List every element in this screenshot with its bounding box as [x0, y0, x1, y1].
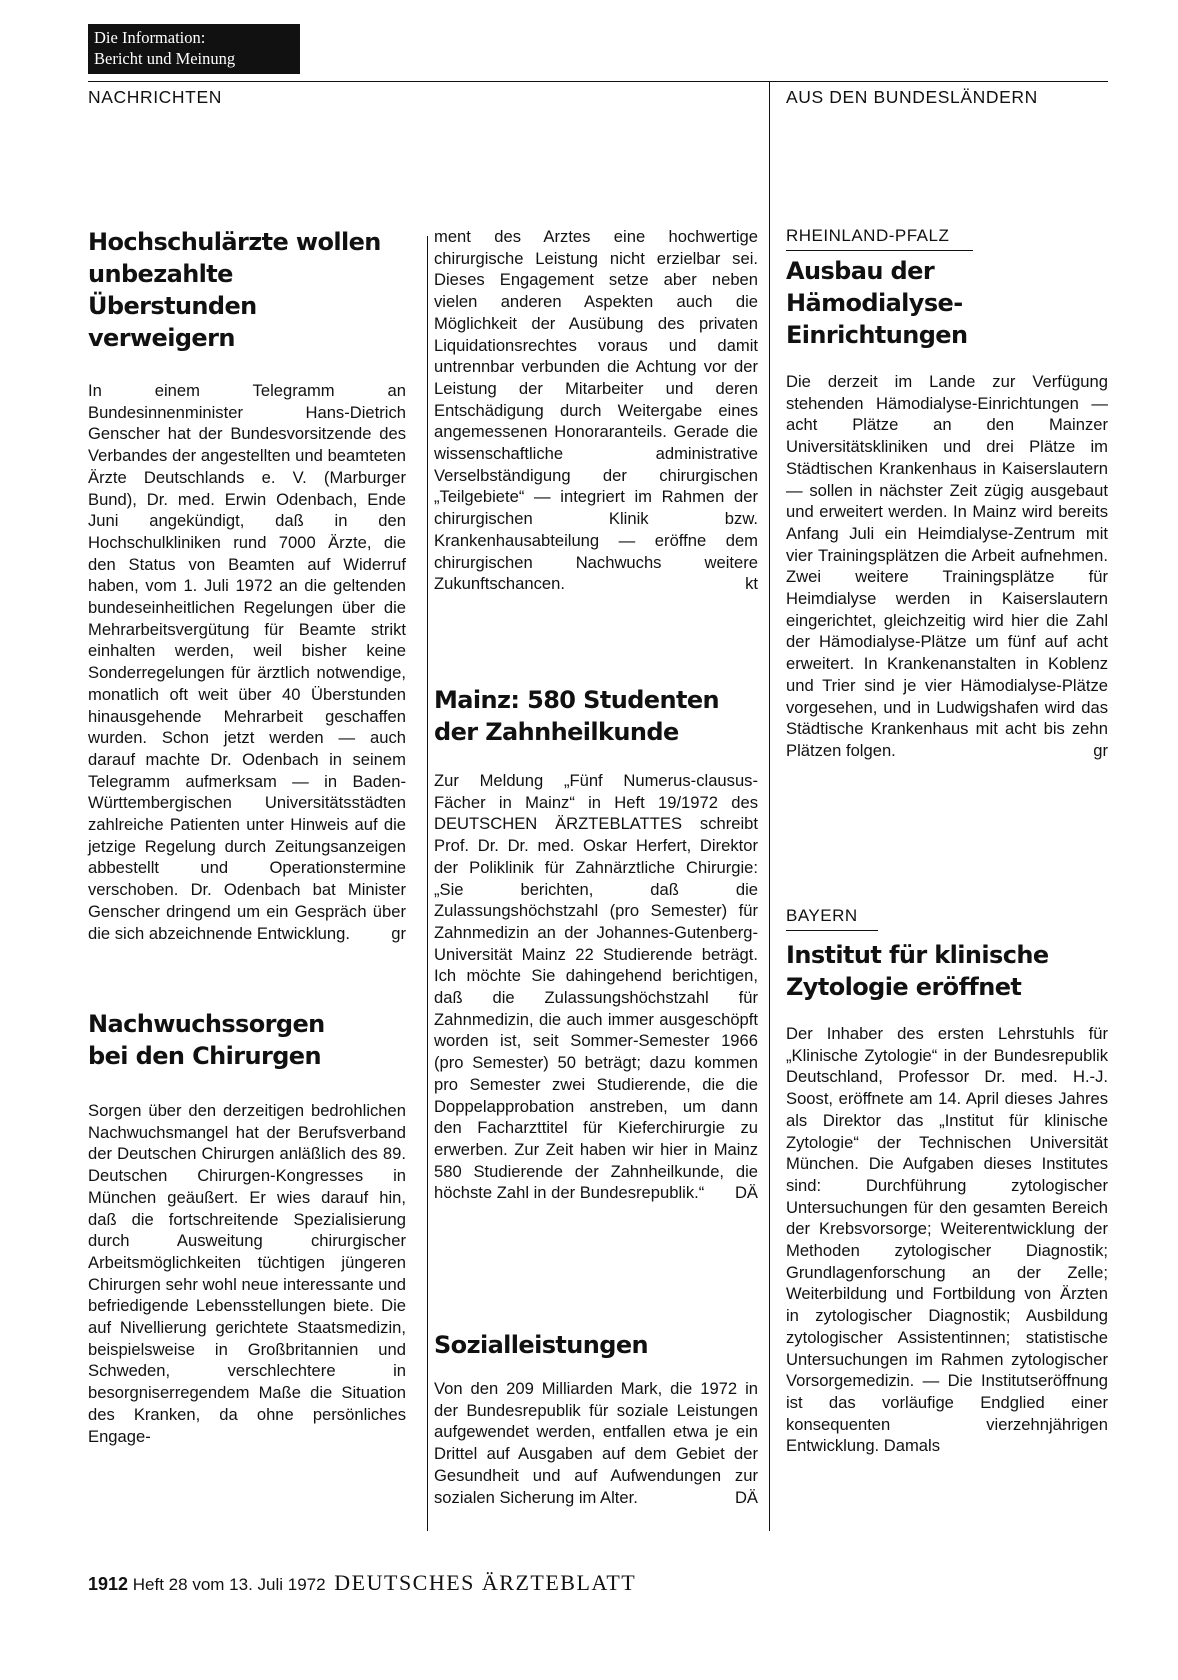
headline-rheinland: Ausbau der Hämodialyse-Einrichtungen [786, 257, 968, 349]
body-mainz-text: Zur Meldung „Fünf Numerus-clausus-Fächer in Mainz“ in Heft 19/1972 des DEUTSCHEN ÄRZTEBLATTES schreibt Prof. Dr. Dr. med. Oskar Herfert, Direktor der Poliklinik für Zahnärztliche Chirurgie: „Sie berichten, daß die Zulassungshöchstzahl (pro Semester) für Zahnmedizin an der Johannes-Gutenberg-Universität Mainz 22 Studierende beträgt. Ich möchte Sie dahingehend berichtigen, daß die Zulassungshöchstzahl für Zahnmedizin, die auch immer ausgeschöpft worden ist, seit Sommer-Semester 1966 (pro Semester) 50 beträgt; dazu kommen pro Semester zwei Studierende, die die Doppelapprobation anstreben, um dann den Facharzttitel für Kieferchirurgie zu erwerben. Zur Zeit haben wir hier in Mainz 580 Studierende der Zahnheilkunde, die höchste Zahl in der Bundesrepublik.“ [434, 771, 758, 1203]
masthead-badge [88, 24, 300, 74]
header-rule [88, 81, 1108, 82]
section-label-nachrichten: NACHRICHTEN [88, 87, 222, 107]
body-sozial-text: Von den 209 Milliarden Mark, die 1972 in der Bundesrepublik für soziale Leistungen aufgewendet werden, entfallen etwa je ein Drittel auf Ausgaben auf dem Gebiet der Gesundheit und auf Aufwendungen zur sozialen Sicherung im Alter. [434, 1379, 758, 1507]
body-nachwuchs-part2 [434, 226, 758, 595]
body-hochschul [88, 380, 406, 944]
section-label-bundeslaender: AUS DEN BUNDESLÄNDERN [786, 87, 1038, 107]
region-label-rheinland: RHEINLAND-PFALZ [786, 226, 973, 251]
body-sozial [434, 1378, 758, 1508]
body-hochschul-text: In einem Telegramm an Bundesinnenminister Hans-Dietrich Genscher hat der Bundesvorsitzende des Verbandes der angestellten und beamteten Ärzte Deutschlands e. V. (Marburger Bund), Dr. med. Erwin Odenbach, Ende Juni angekündigt, daß in den Hochschulkliniken rund 7000 Ärzte, die den Status von Beamten auf Widerruf haben, vom 1. Juli 1972 an die geltenden bundeseinheitlichen Regelungen über die Mehrarbeitsvergütung für Beamte strikt einhalten werden, weil bisher keine Sonderregelungen für ärztlich notwendige, monatlich oft weit über 40 Überstunden hinausgehende Mehrarbeit geschaffen wurden. Schon jetzt werden — auch darauf machte Dr. Odenbach in seinem Telegramm aufmerksam — in Baden-Württembergischen Universitätsstädten zahlreiche Patienten unter Hinweis auf die jetzige Regelung durch Zeitungsanzeigen abbestellt und Operationstermine verschoben. Dr. Odenbach bat Minister Genscher dringend um ein Gespräch über die sich abzeichnende Entwicklung. [88, 381, 406, 943]
body-nachwuchs-part1: Sorgen über den derzeitigen bedrohlichen Nachwuchsmangel hat der Berufsverband der Deutschen Chirurgen anläßlich des 89. Deutschen Chirurgen-Kongresses in München geäußert. Er wies darauf hin, daß die fortschreitende Spezialisierung durch Ausweitung chirurgischer Arbeitsmöglichkeiten tüchtigen jüngeren Chirurgen sehr wohl neue interessante und befriedigende Lebensstellungen biete. Die auf Nivellierung gerichtete Staatsmedizin, beispielsweise in Großbritannien und Schweden, verschlechtere in besorgniserregendem Maße die Situation des Kranken, da ohne persönliches Engage- [88, 1101, 406, 1446]
section-divider [769, 81, 770, 1531]
signature-hochschul: gr [391, 923, 406, 943]
article-nachwuchs-continued [434, 226, 758, 595]
issue-info: Heft 28 vom 13. Juli 1972 [132, 1575, 326, 1594]
headline-sozial: Sozialleistungen [434, 1331, 648, 1359]
article-sozial [434, 1329, 758, 1508]
body-mainz [434, 770, 758, 1204]
article-bayern [786, 906, 1108, 1457]
region-label-bayern: BAYERN [786, 906, 878, 931]
page-footer [88, 1570, 636, 1596]
headline-nachwuchs: Nachwuchssorgen bei den Chirurgen [88, 1010, 325, 1070]
signature-sozial: DÄ [734, 1487, 758, 1507]
body-rheinland-text: Die derzeit im Lande zur Verfügung stehenden Hämodialyse-Einrichtungen — acht Plätze an den Mainzer Universitätskliniken und drei Plätze im Städtischen Krankenhaus in Kaiserslautern — sollen in nächster Zeit zügig ausgebaut und erweitert werden. In Mainz wird bereits Anfang Juli ein Heimdialyse-Zentrum mit vier Trainingsplätzen die Arbeit aufnehmen. Zwei weitere Trainingsplätze für Heimdialyse werden in Kaiserslautern eingerichtet, gleichzeitig wird hier die Zahl der Hämodialyse-Plätze um fünf auf acht erweitert. In Krankenanstalten in Koblenz und Trier sind je vier Hämodialyse-Plätze vorgesehen, und in Ludwigshafen wird das Städtische Krankenhaus mit acht bis zehn Plätzen folgen. [786, 372, 1108, 760]
signature-mainz: DÄ [734, 1183, 758, 1203]
masthead-line-2: Bericht und Meinung [94, 49, 236, 68]
body-nachwuchs-part2-text: ment des Arztes eine hochwertige chirurgische Leistung nicht erzielbar sei. Dieses Engagement setze aber neben vielen anderen Aspekten auch die Möglichkeit der Ausübung des privaten Liquidationsrechtes voraus und damit untrennbar verbunden die Achtung vor der Leistung der Mitarbeiter und deren Entschädigung durch Weitergabe eines angemessenen Honoraranteils. Gerade die wissenschaftliche administrative Verselbständigung der chirurgischen „Teilgebiete“ — integriert im Rahmen der chirurgischen Klinik bzw. Krankenhausabteilung — eröffne dem chirurgischen Nachwuchs weitere Zukunftschancen. [434, 227, 758, 594]
page-number: 1912 [88, 1574, 129, 1594]
signature-nachwuchs: kt [745, 574, 758, 594]
headline-bayern: Institut für klinische Zytologie eröffnet [786, 941, 1049, 1001]
headline-mainz: Mainz: 580 Studenten der Zahnheilkunde [434, 686, 719, 746]
article-mainz [434, 684, 758, 1204]
body-bayern: Der Inhaber des ersten Lehrstuhls für „Klinische Zytologie“ in der Bundesrepublik Deutschland, Professor Dr. med. H.-J. Soost, eröffnete am 14. April dieses Jahres als Direktor das „Institut für klinische Zytologie“ der Technischen Universität München. Die Aufgaben dieses Institutes sind: Durchführung zytologischer Untersuchungen für den gesamten Bereich der Krebsvorsorge; Weiterentwicklung der Methoden zytologischer Diagnostik; Grundlagenforschung an der Zelle; Weiterbildung und Fortbildung von Ärzten in zytologischer Diagnostik; Ausbildung zytologischer Assistentinnen; statistische Untersuchungen im Rahmen zytologischer Vorsorgemedizin. — Die Institutseröffnung ist das vorläufige Endglied einer konsequenten vierzehnjährigen Entwicklung. Damals [786, 1024, 1108, 1456]
masthead-line-1: Die Information: [94, 28, 206, 47]
journal-name: DEUTSCHES ÄRZTEBLATT [334, 1570, 637, 1595]
signature-rheinland: gr [1093, 740, 1108, 760]
article-rheinland [786, 226, 1108, 762]
column-divider [427, 236, 428, 1531]
headline-hochschul: Hochschulärzte wollen unbezahlte Überstunden verweigern [88, 228, 381, 352]
article-nachwuchs [88, 1008, 406, 1447]
body-rheinland [786, 371, 1108, 762]
article-hochschul [88, 226, 406, 944]
